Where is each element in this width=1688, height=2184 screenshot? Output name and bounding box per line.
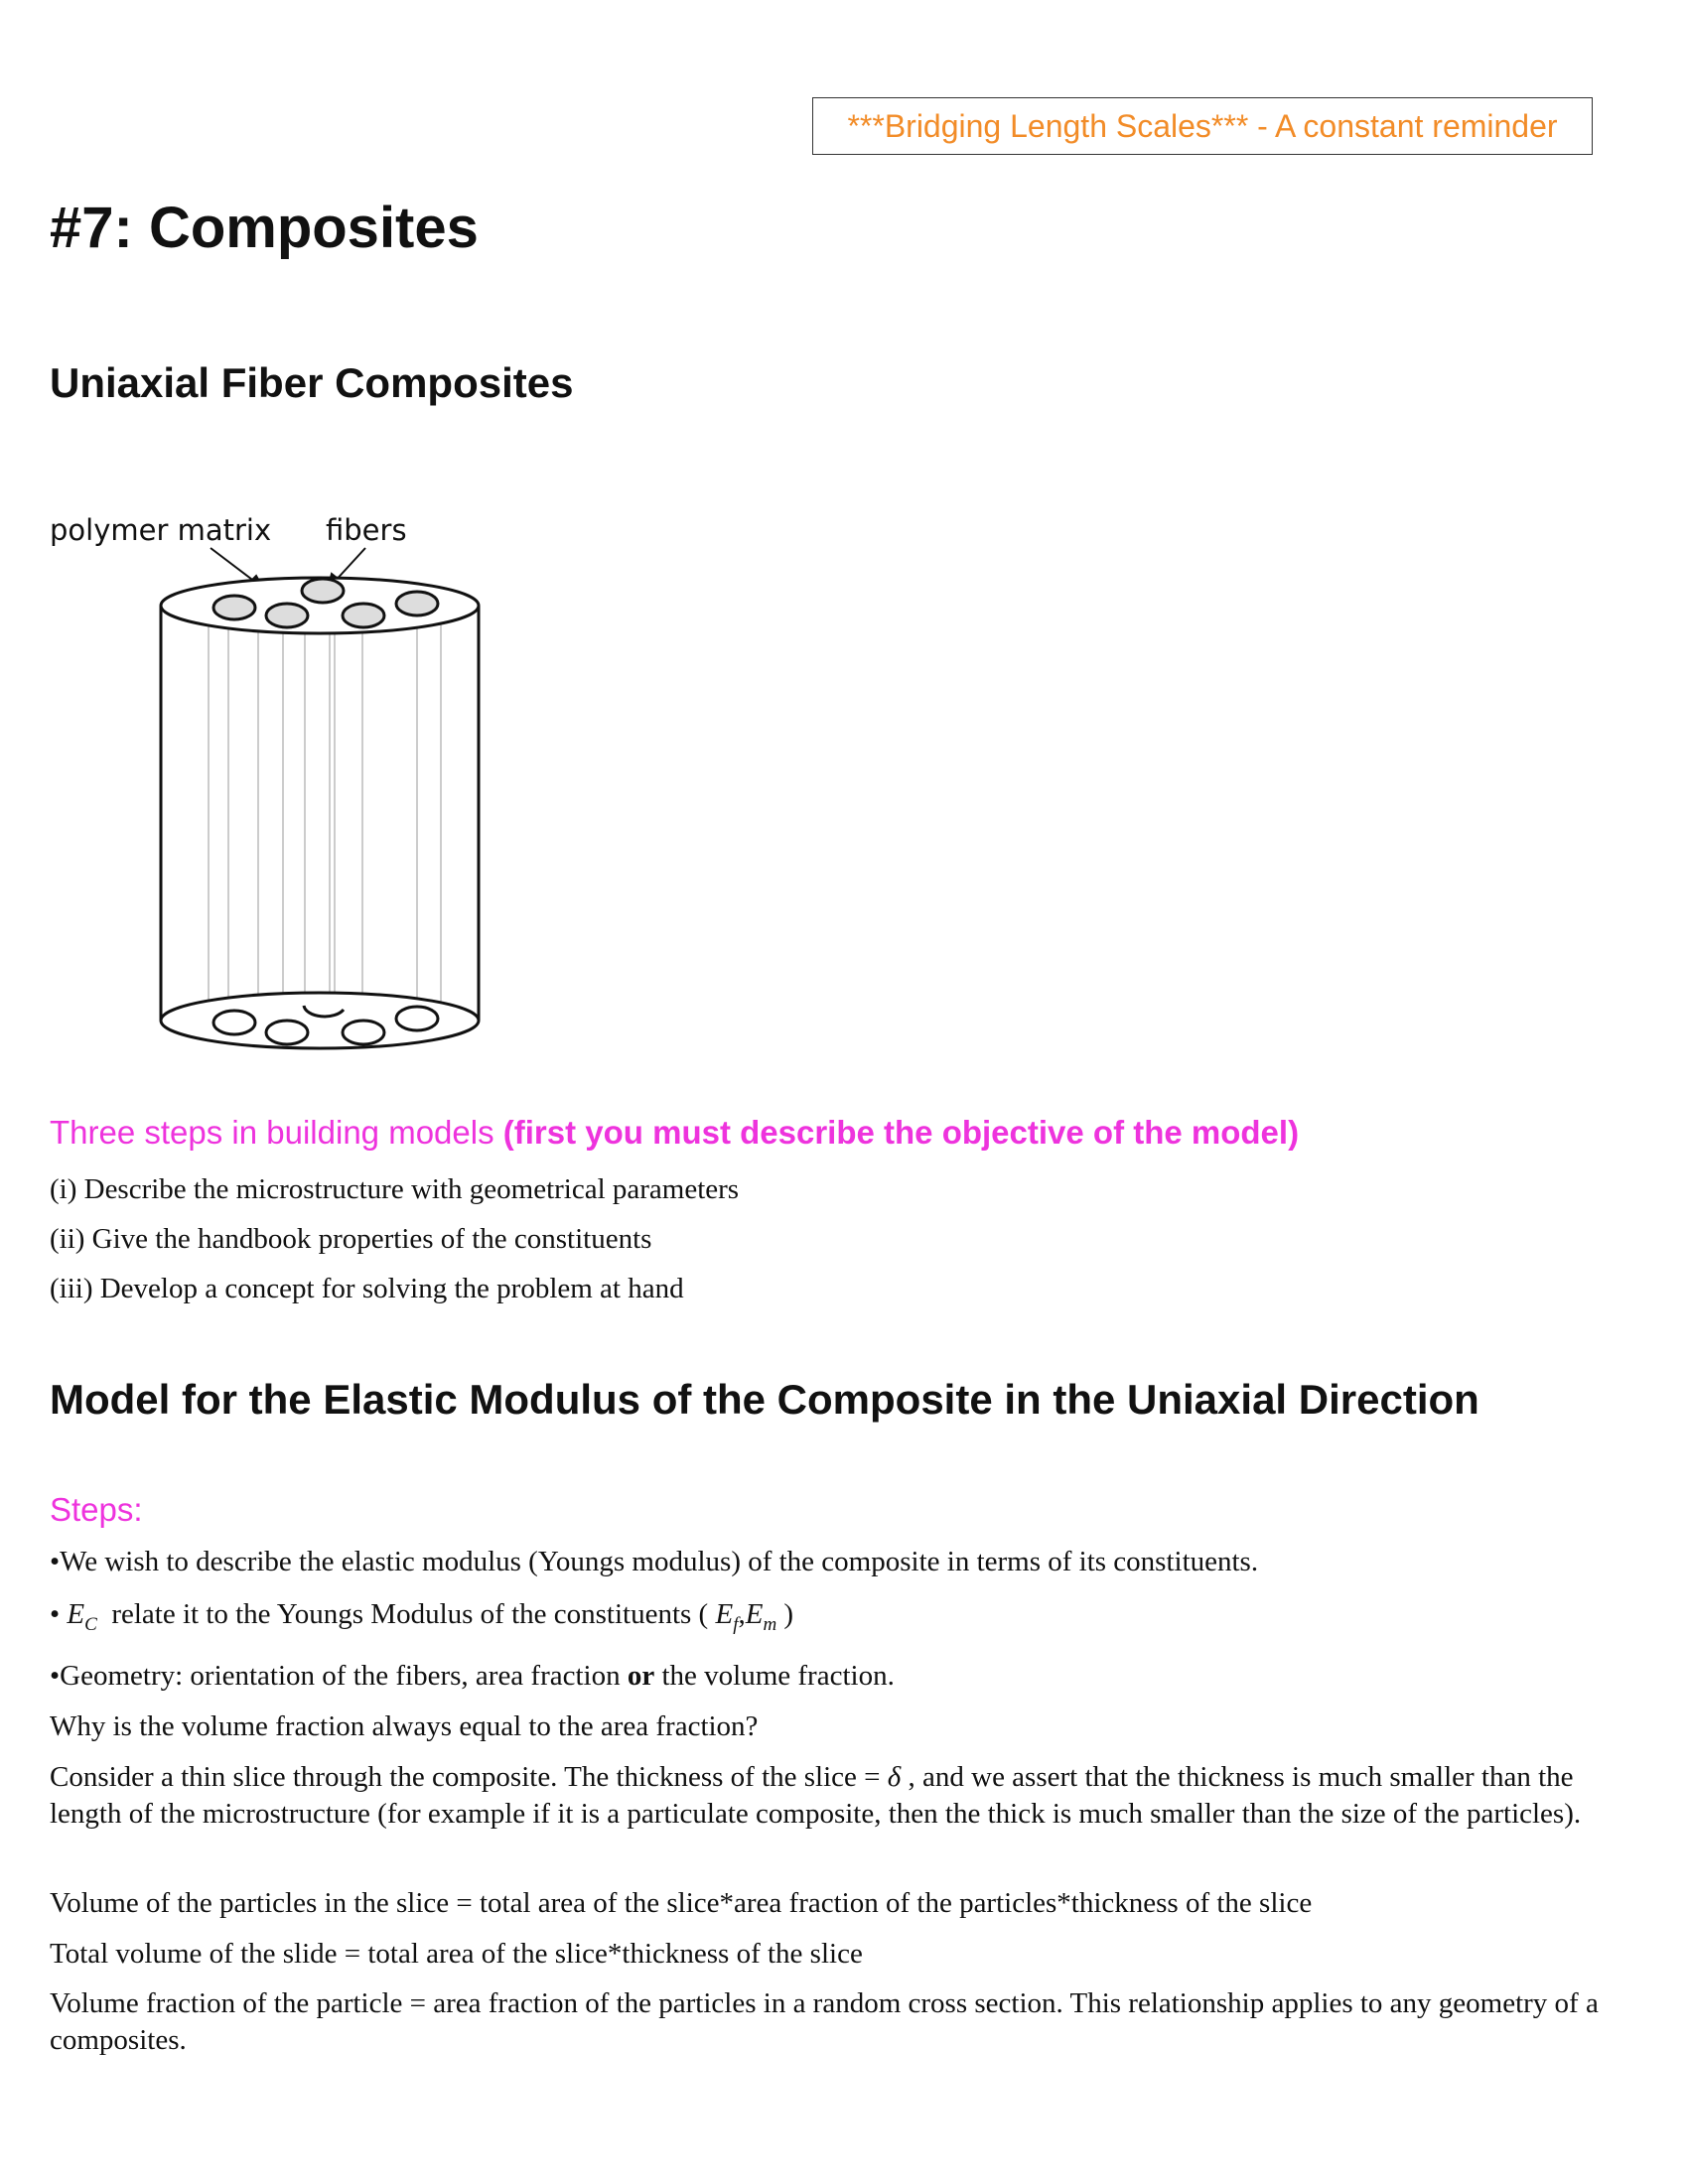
consider-paragraph: Consider a thin slice through the composite. The thickness of the slice = δ , and we assert that the thickness is much smaller than the length of the microstructure (for example if it is a particulate composite, then the thick is much smaller than the size of the particles).	[50, 1761, 1582, 1830]
bullet-describe-modulus: •We wish to describe the elastic modulus (Youngs modulus) of the composite in terms of its constituents.	[50, 1546, 1259, 1577]
section-heading-model: Model for the Elastic Modulus of the Composite in the Uniaxial Direction	[50, 1376, 1479, 1423]
fiber-lines	[209, 608, 441, 1026]
page-title: #7: Composites	[50, 196, 479, 260]
steps-intro-lead: Three steps in building models	[50, 1114, 494, 1151]
section-heading-uniaxial: Uniaxial Fiber Composites	[50, 359, 574, 406]
step-item-3: (iii) Develop a concept for solving the problem at hand	[50, 1273, 684, 1304]
composite-cylinder-diagram	[40, 506, 496, 1062]
var-em: $E_m$	[745, 1598, 777, 1635]
fibers-label: fibers	[326, 513, 407, 547]
steps-intro-objective: (first you must describe the objective of the model)	[502, 1114, 1300, 1151]
var-ec: $E_C$	[67, 1598, 97, 1635]
equation-total-volume: Total volume of the slide = total area of the slice*thickness of the slice	[50, 1938, 863, 1970]
delta-symbol: δ	[887, 1761, 902, 1793]
step-item-2: (ii) Give the handbook properties of the constituents	[50, 1223, 652, 1255]
polymer-matrix-label: polymer matrix	[50, 513, 272, 547]
steps-intro	[50, 1114, 1299, 1152]
equation-volume-particles: Volume of the particles in the slice = total area of the slice*area fraction of the particles*thickness of the slice	[50, 1887, 1313, 1919]
step-item-1: (i) Describe the microstructure with geometrical parameters	[50, 1173, 740, 1205]
steps-label: Steps:	[50, 1491, 143, 1528]
equation-volume-fraction: Volume fraction of the particle = area fraction of the particles in a random cross section. This relationship applies to any geometry of a composites.	[50, 1987, 1599, 2056]
reminder-text: ***Bridging Length Scales*** - A constant reminder	[847, 107, 1558, 144]
var-ef: $E_f$	[715, 1598, 739, 1635]
question-text: Why is the volume fraction always equal to the area fraction?	[50, 1710, 759, 1742]
bullet-geometry: •Geometry: orientation of the fibers, area fraction or the volume fraction.	[50, 1660, 895, 1692]
bullet-relate-modulus: • $E_C$ relate it to the Youngs Modulus of the constituents ( $E_f,E_m$ )	[50, 1598, 794, 1635]
reminder-box	[812, 97, 1593, 155]
